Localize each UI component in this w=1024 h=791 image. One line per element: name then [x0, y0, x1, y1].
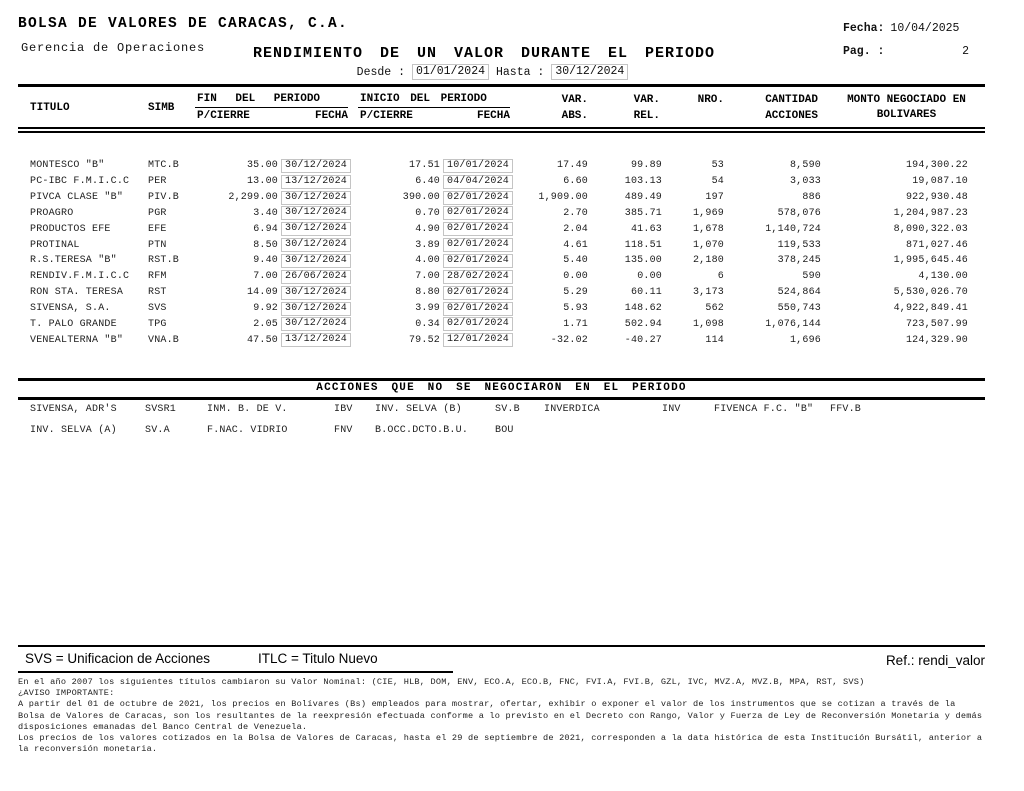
- table-row: [18, 253, 985, 269]
- cell-nro: 2,180: [692, 255, 724, 267]
- date-value: 12/01/2024: [443, 333, 513, 347]
- cell-fin_cierre: 47.50: [246, 334, 278, 346]
- cell-monto: 8,090,322.03: [893, 223, 968, 235]
- date-value: 04/04/2024: [443, 175, 513, 189]
- cell-var_abs: 2.04: [563, 223, 588, 235]
- cell-monto: 922,930.48: [905, 192, 968, 204]
- table-row: [18, 158, 985, 174]
- col-group-fin-periodo: FIN DEL PERIODO P/CIERRE FECHA: [197, 93, 348, 122]
- cell-fin_fecha: [281, 191, 352, 205]
- cell-fin_cierre: 2.05: [253, 318, 278, 330]
- date-label: Fecha:: [843, 22, 885, 35]
- date-value: 30/12/2024: [281, 286, 351, 300]
- cell-simb: SVS: [148, 303, 167, 315]
- note-line: Los precios de los valores cotizados en la Bolsa de Valores de Caracas, hasta el 29 de septiembre de 2021, corresponden a la data histórica de esta Institución Bursátil, anterior a: [18, 733, 983, 744]
- cell-simb: RFM: [148, 271, 167, 283]
- cell-titulo: MONTESCO "B": [30, 160, 105, 172]
- cell-var_rel: 118.51: [624, 239, 662, 251]
- cell-var_abs: 5.40: [563, 255, 588, 267]
- cell-titulo: SIVENSA, S.A.: [30, 303, 111, 315]
- cell-ini_cierre: 8.80: [415, 287, 440, 299]
- cell-nro: 54: [711, 176, 724, 188]
- section-divider-bottom: [18, 397, 985, 400]
- period-hasta-value: 30/12/2024: [551, 64, 628, 80]
- cell-ini_cierre: 17.51: [408, 160, 440, 172]
- cell-ini_fecha: [443, 222, 512, 236]
- cell-var_rel: 0.00: [637, 271, 662, 283]
- section-divider-top: [18, 378, 985, 381]
- cell-simb: MTC.B: [148, 160, 180, 172]
- cell-fin_fecha: [281, 317, 352, 331]
- cell-nro: 3,173: [692, 287, 724, 299]
- report-title: RENDIMIENTO DE UN VALOR DURANTE EL PERIODO: [252, 45, 716, 62]
- cell-ini_cierre: 0.34: [415, 318, 440, 330]
- cell-cantidad: 8,590: [789, 160, 821, 172]
- cell-fin_cierre: 3.40: [253, 207, 278, 219]
- table-row: [18, 316, 985, 332]
- cell-fin_fecha: [281, 238, 352, 252]
- table-row: [18, 301, 985, 317]
- cell-cantidad: 378,245: [777, 255, 821, 267]
- security-symbol: BOU: [495, 425, 514, 436]
- page-value: 2: [962, 45, 969, 58]
- cell-titulo: PC-IBC F.M.I.C.C: [30, 176, 130, 188]
- cell-fin_cierre: 6.94: [253, 223, 278, 235]
- date-value: 30/12/2024: [281, 222, 351, 236]
- table-row: [18, 332, 985, 348]
- cell-cantidad: 578,076: [777, 207, 821, 219]
- report-reference: Ref.: rendi_valor: [885, 653, 985, 668]
- no-trade-section-title: ACCIONES QUE NO SE NEGOCIARON EN EL PERIODO: [316, 382, 687, 394]
- security-symbol: IBV: [334, 404, 353, 415]
- table-row: [18, 206, 985, 222]
- cell-fin_fecha: [281, 206, 352, 220]
- cell-monto: 4,130.00: [918, 271, 968, 283]
- date-value: 26/06/2024: [281, 270, 351, 284]
- col-fin-pcierre: P/CIERRE: [197, 110, 250, 122]
- cell-ini_cierre: 3.99: [415, 303, 440, 315]
- header-divider: [18, 84, 985, 87]
- date-value: 30/12/2024: [281, 317, 351, 331]
- cell-ini_cierre: 4.00: [415, 255, 440, 267]
- cell-ini_cierre: 7.00: [415, 271, 440, 283]
- cell-fin_fecha: [281, 175, 352, 189]
- cell-titulo: PIVCA CLASE "B": [30, 192, 124, 204]
- col-titulo: TITULO: [30, 102, 70, 114]
- cell-fin_fecha: [281, 159, 352, 173]
- cell-simb: PGR: [148, 207, 167, 219]
- cell-ini_cierre: 390.00: [402, 192, 440, 204]
- cell-var_rel: 99.89: [630, 160, 662, 172]
- cell-var_rel: 502.94: [624, 318, 662, 330]
- cell-nro: 1,969: [692, 207, 724, 219]
- cell-ini_fecha: [443, 175, 512, 189]
- table-row: [18, 237, 985, 253]
- cell-titulo: RENDIV.F.M.I.C.C: [30, 271, 130, 283]
- cell-simb: PTN: [148, 239, 167, 251]
- security-name: F.NAC. VIDRIO: [207, 425, 288, 436]
- date-value: 28/02/2024: [443, 270, 513, 284]
- table-row: [18, 269, 985, 285]
- table-row: [18, 285, 985, 301]
- cell-var_abs: 1,909.00: [538, 192, 588, 204]
- cell-cantidad: 524,864: [777, 287, 821, 299]
- report-date: [843, 22, 969, 35]
- cell-nro: 6: [717, 271, 724, 283]
- no-trade-grid: [30, 404, 985, 446]
- cell-var_rel: 148.62: [624, 303, 662, 315]
- cell-ini_cierre: 6.40: [415, 176, 440, 188]
- period-hasta-label: Hasta :: [496, 65, 545, 79]
- cell-cantidad: 1,076,144: [765, 318, 821, 330]
- cell-cantidad: 1,696: [789, 334, 821, 346]
- cell-titulo: PROAGRO: [30, 207, 74, 219]
- date-value: 10/04/2025: [890, 22, 960, 35]
- security-name: [714, 425, 830, 446]
- security-symbol: SV.B: [495, 404, 520, 415]
- cell-ini_fecha: [443, 191, 512, 205]
- cell-monto: 1,995,645.46: [893, 255, 968, 267]
- legend-itlc: ITLC = Titulo Nuevo: [258, 651, 378, 666]
- company-name: BOLSA DE VALORES DE CARACAS, C.A.: [18, 16, 349, 32]
- date-value: 02/01/2024: [443, 254, 513, 268]
- cell-var_rel: 41.63: [630, 223, 662, 235]
- col-monto-negociado: MONTO NEGOCIADO EN BOLIVARES: [847, 94, 966, 121]
- table-row: [18, 221, 985, 237]
- cell-var_abs: 5.29: [563, 287, 588, 299]
- cell-nro: 1,678: [692, 223, 724, 235]
- cell-var_abs: 4.61: [563, 239, 588, 251]
- cell-ini_fecha: [443, 238, 512, 252]
- cell-ini_cierre: 0.70: [415, 207, 440, 219]
- date-value: 30/12/2024: [281, 206, 351, 220]
- cell-fin_cierre: 8.50: [253, 239, 278, 251]
- cell-ini_fecha: [443, 254, 512, 268]
- cell-monto: 4,922,849.41: [893, 303, 968, 315]
- cell-simb: TPG: [148, 318, 167, 330]
- date-value: 02/01/2024: [443, 206, 513, 220]
- cell-ini_cierre: 4.90: [415, 223, 440, 235]
- cell-cantidad: 550,743: [777, 303, 821, 315]
- col-cantidad-acciones: CANTIDAD ACCIONES: [765, 94, 818, 122]
- cell-ini_fecha: [443, 286, 512, 300]
- cell-ini_fecha: [443, 159, 512, 173]
- table-header: [18, 92, 985, 124]
- period-desde-value: 01/01/2024: [412, 64, 489, 80]
- cell-cantidad: 119,533: [777, 239, 821, 251]
- cell-ini_cierre: 79.52: [408, 334, 440, 346]
- security-symbol: [830, 425, 985, 446]
- cell-nro: 1,070: [692, 239, 724, 251]
- col-group-inicio-periodo: INICIO DEL PERIODO P/CIERRE FECHA: [360, 93, 510, 122]
- cell-fin_fecha: [281, 254, 352, 268]
- legend-svs: SVS = Unificacion de Acciones: [25, 651, 210, 666]
- cell-monto: 871,027.46: [905, 239, 968, 251]
- cell-var_abs: 0.00: [563, 271, 588, 283]
- cell-var_rel: 385.71: [624, 207, 662, 219]
- col-inicio-fecha: FECHA: [476, 110, 510, 122]
- note-line: En el año 2007 los siguientes títulos cambiaron su Valor Nominal: (CIE, HLB, DOM, ENV, ECO.A, ECO.B, FNC, FVI.A, FVI.B, GZL, IVC, MVZ.A, MVZ.B, MPA, RST, SVS): [18, 677, 865, 687]
- cell-monto: 1,204,987.23: [893, 207, 968, 219]
- cell-var_abs: 6.60: [563, 176, 588, 188]
- cell-fin_cierre: 13.00: [246, 176, 278, 188]
- security-name: [544, 425, 662, 446]
- cell-monto: 194,300.22: [905, 160, 968, 172]
- cell-monto: 723,507.99: [905, 318, 968, 330]
- security-symbol: FFV.B: [830, 404, 862, 415]
- cell-titulo: PROTINAL: [30, 239, 80, 251]
- date-value: 30/12/2024: [281, 254, 351, 268]
- cell-fin_cierre: 7.00: [253, 271, 278, 283]
- cell-var_abs: 17.49: [556, 160, 588, 172]
- cell-var_rel: 489.49: [624, 192, 662, 204]
- cell-cantidad: 590: [802, 271, 821, 283]
- security-name: INV. SELVA (A): [30, 425, 117, 436]
- note-line: ¿AVISO IMPORTANTE:: [18, 688, 115, 699]
- date-value: 30/12/2024: [281, 238, 351, 252]
- cell-fin_cierre: 2,299.00: [228, 192, 278, 204]
- security-name: B.OCC.DCTO.B.U.: [375, 425, 469, 436]
- cell-nro: 114: [705, 334, 724, 346]
- cell-ini_cierre: 3.89: [415, 239, 440, 251]
- report-period: [18, 64, 967, 80]
- cell-fin_fecha: [281, 333, 352, 347]
- date-value: 02/01/2024: [443, 238, 513, 252]
- cell-simb: RST.B: [148, 255, 180, 267]
- cell-fin_fecha: [281, 286, 352, 300]
- cell-simb: PER: [148, 176, 167, 188]
- cell-titulo: RON STA. TERESA: [30, 287, 124, 299]
- note-line: Bolsa de Valores de Caracas, son los resultantes de la reexpresión efectuada conforme a lo previsto en el Decreto con Rango, Valor y Fuerza de Ley de Reconversión Monetaria y demás: [18, 710, 983, 721]
- cell-var_abs: -32.02: [550, 334, 588, 346]
- date-value: 02/01/2024: [443, 317, 513, 331]
- date-value: 30/12/2024: [281, 302, 351, 316]
- table-row: [18, 190, 985, 206]
- date-value: 10/01/2024: [443, 159, 513, 173]
- security-symbol: [662, 425, 714, 446]
- cell-simb: PIV.B: [148, 192, 180, 204]
- cell-ini_fecha: [443, 270, 512, 284]
- cell-titulo: R.S.TERESA "B": [30, 255, 117, 267]
- period-desde-label: Desde :: [356, 65, 405, 79]
- cell-cantidad: 3,033: [789, 176, 821, 188]
- cell-var_rel: 103.13: [624, 176, 662, 188]
- cell-ini_fecha: [443, 317, 512, 331]
- date-value: 02/01/2024: [443, 191, 513, 205]
- cell-simb: VNA.B: [148, 334, 180, 346]
- cell-var_abs: 5.93: [563, 303, 588, 315]
- security-name: INV. SELVA (B): [375, 404, 462, 415]
- col-var-rel: VAR. REL.: [633, 94, 660, 122]
- cell-fin_fecha: [281, 270, 352, 284]
- rates-table-rows: [18, 158, 985, 348]
- cell-nro: 197: [705, 192, 724, 204]
- cell-ini_fecha: [443, 206, 512, 220]
- cell-fin_fecha: [281, 302, 352, 316]
- date-value: 13/12/2024: [281, 175, 351, 189]
- cell-ini_fecha: [443, 333, 512, 347]
- date-value: 02/01/2024: [443, 286, 513, 300]
- footer-notes: [18, 677, 1008, 755]
- date-value: 30/12/2024: [281, 191, 351, 205]
- security-symbol: INV: [662, 404, 681, 415]
- cell-fin_cierre: 9.92: [253, 303, 278, 315]
- col-fin-fecha: FECHA: [314, 110, 348, 122]
- cell-monto: 19,087.10: [912, 176, 968, 188]
- security-name: INM. B. DE V.: [207, 404, 288, 415]
- page-label: Pag. :: [843, 45, 885, 58]
- footer-divider: [18, 645, 985, 647]
- col-nro: NRO.: [697, 94, 724, 106]
- date-value: 02/01/2024: [443, 222, 513, 236]
- security-symbol: FNV: [334, 425, 353, 436]
- col-simb: SIMB: [148, 102, 175, 114]
- table-row: [18, 174, 985, 190]
- security-name: INVERDICA: [544, 404, 600, 415]
- cell-nro: 1,098: [692, 318, 724, 330]
- cell-var_abs: 2.70: [563, 207, 588, 219]
- cell-var_rel: 60.11: [630, 287, 662, 299]
- cell-nro: 562: [705, 303, 724, 315]
- note-line: A partir del 01 de octubre de 2021, los precios en Bolívares (Bs) empleados para mostrar, ofertar, exhibir o exponer el valor de los instrumentos que se cotizan a través de la: [18, 699, 956, 710]
- cell-simb: RST: [148, 287, 167, 299]
- cell-nro: 53: [711, 160, 724, 172]
- date-value: 30/12/2024: [281, 159, 351, 173]
- cell-var_rel: -40.27: [624, 334, 662, 346]
- cell-fin_fecha: [281, 222, 352, 236]
- department-name: Gerencia de Operaciones: [21, 41, 206, 55]
- security-symbol: SVSR1: [145, 404, 177, 415]
- cell-titulo: T. PALO GRANDE: [30, 318, 117, 330]
- table-header-divider: [18, 127, 985, 133]
- cell-var_abs: 1.71: [563, 318, 588, 330]
- cell-fin_cierre: 35.00: [246, 160, 278, 172]
- security-symbol: SV.A: [145, 425, 170, 436]
- cell-fin_cierre: 9.40: [253, 255, 278, 267]
- date-value: 13/12/2024: [281, 333, 351, 347]
- legend-underline: [18, 671, 453, 673]
- date-value: 02/01/2024: [443, 302, 513, 316]
- cell-titulo: VENEALTERNA "B": [30, 334, 124, 346]
- cell-simb: EFE: [148, 223, 167, 235]
- note-line: la reconversión monetaria.: [18, 744, 158, 755]
- security-name: SIVENSA, ADR'S: [30, 404, 117, 415]
- cell-var_rel: 135.00: [624, 255, 662, 267]
- cell-cantidad: 1,140,724: [765, 223, 821, 235]
- security-name: FIVENCA F.C. "B": [714, 404, 814, 415]
- col-inicio-pcierre: P/CIERRE: [360, 110, 413, 122]
- footer-legend: [25, 651, 378, 666]
- col-var-abs: VAR. ABS.: [561, 94, 588, 122]
- cell-monto: 5,530,026.70: [893, 287, 968, 299]
- cell-monto: 124,329.90: [905, 334, 968, 346]
- cell-fin_cierre: 14.09: [246, 287, 278, 299]
- cell-cantidad: 886: [802, 192, 821, 204]
- cell-titulo: PRODUCTOS EFE: [30, 223, 111, 235]
- cell-ini_fecha: [443, 302, 512, 316]
- note-line: disposiciones emanadas del Banco Central de Venezuela.: [18, 721, 308, 732]
